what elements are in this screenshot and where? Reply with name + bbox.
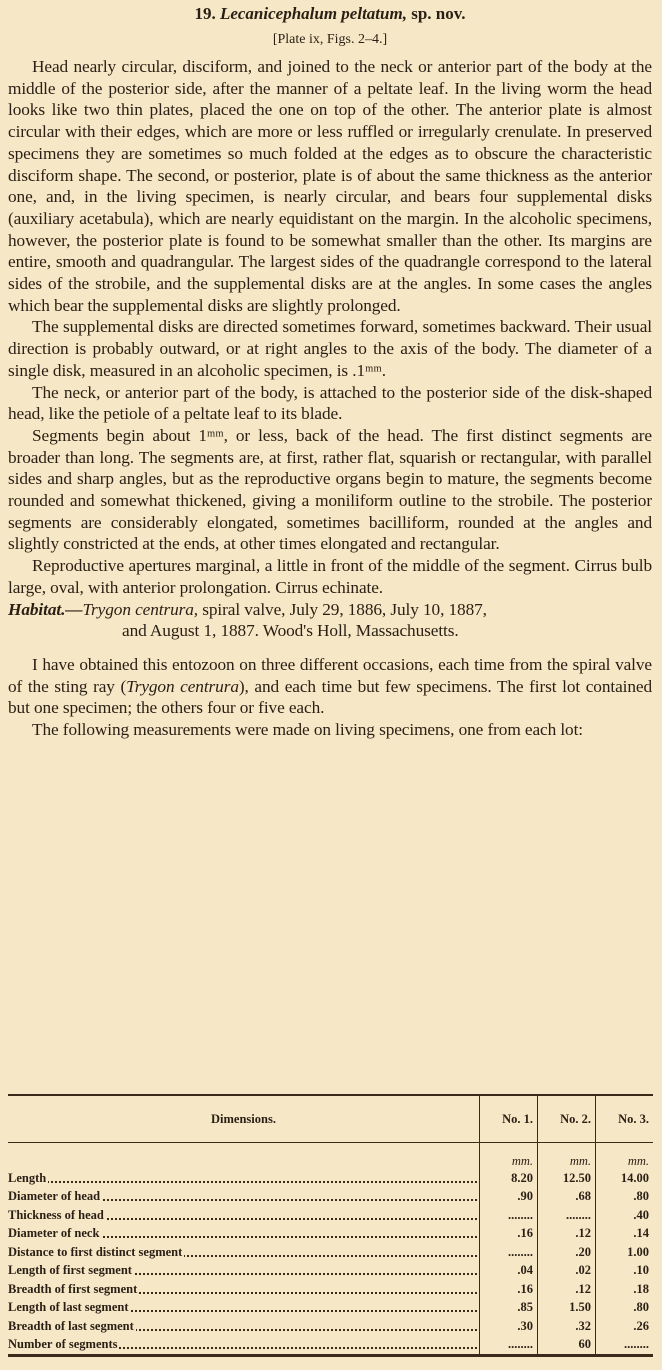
cell-value: .16 bbox=[480, 1225, 538, 1244]
row-label: Length bbox=[8, 1169, 480, 1188]
cell-value: ........ bbox=[538, 1206, 596, 1225]
header-no1: No. 1. bbox=[480, 1095, 538, 1143]
cell-value: .18 bbox=[596, 1280, 654, 1299]
table-row bbox=[8, 1169, 653, 1188]
row-label: Length of first segment bbox=[8, 1262, 480, 1281]
paragraph-reproductive: Reproductive apertures marginal, a little in front of the middle of the segment. Cirrus bulb large, oval, with anterior prolongation. Cirrus echinate. bbox=[8, 556, 652, 597]
cell-value: .12 bbox=[538, 1225, 596, 1244]
row-label: Breadth of first segment bbox=[8, 1280, 480, 1299]
cell-value: .30 bbox=[480, 1317, 538, 1336]
cell-value: 60 bbox=[538, 1336, 596, 1356]
plate-reference: [Plate ix, Figs. 2–4.] bbox=[272, 32, 388, 47]
cell-value: .68 bbox=[538, 1188, 596, 1207]
table-row bbox=[8, 1317, 653, 1336]
header-no2: No. 2. bbox=[538, 1095, 596, 1143]
paragraph-disks: The supplemental disks are directed sometimes forward, sometimes backward. Their usual direction is probably outward, or at right angles to the axis of the body. The diameter of a single disk, measured in an alcoholic specimen, is .1ᵐᵐ. bbox=[8, 317, 652, 380]
cell-value: .20 bbox=[538, 1243, 596, 1262]
cell-value: ........ bbox=[480, 1206, 538, 1225]
cell-value: .90 bbox=[480, 1188, 538, 1207]
cell-value: .14 bbox=[596, 1225, 654, 1244]
table-row bbox=[8, 1336, 653, 1356]
table-row bbox=[8, 1206, 653, 1225]
row-label: Breadth of last segment bbox=[8, 1317, 480, 1336]
table-row bbox=[8, 1225, 653, 1244]
table-row bbox=[8, 1262, 653, 1281]
cell-value: 8.20 bbox=[480, 1169, 538, 1188]
cell-value: .26 bbox=[596, 1317, 654, 1336]
cell-value: 12.50 bbox=[538, 1169, 596, 1188]
cell-value: 14.00 bbox=[596, 1169, 654, 1188]
paragraph-measurements-intro: The following measurements were made on living specimens, one from each lot: bbox=[32, 720, 583, 740]
row-label: Thickness of head bbox=[8, 1206, 480, 1225]
cell-value: ........ bbox=[480, 1336, 538, 1356]
cell-value: ........ bbox=[480, 1243, 538, 1262]
cell-value: .32 bbox=[538, 1317, 596, 1336]
cell-value: .85 bbox=[480, 1299, 538, 1318]
row-label: Number of segments bbox=[8, 1336, 480, 1356]
cell-value: .12 bbox=[538, 1280, 596, 1299]
paragraph-head: Head nearly circular, disciform, and joined to the neck or anterior part of the body at the middle of the posterior side, after the manner of a peltate leaf. In the living worm the head looks like two thin plates, placed the one on top of the other. The anterior plate is almost circular with their edges, which are more or less ruffled or irregularly crenulate. In preserved specimens they are sometimes so much folded at the edges as to obscure the characteristic disciform shape. The second, or posterior, plate is of about the same thickness as the anterior one, and, in the living specimen, is nearly circular, and bears four supplemental disks (auxiliary acetabula), which are nearly equidistant on the margin. In the alcoholic specimens, however, the posterior plate is found to be somewhat smaller than the other. Its margins are entire, smooth and quadrangular. The largest sides of the quadrangle correspond to the lateral sides of the strobile, and the supplemental disks are at the angles. In some cases the angles which bear the supplemental disks are slightly prolonged. bbox=[8, 57, 652, 315]
document-page bbox=[8, 2, 652, 741]
paragraph-neck: The neck, or anterior part of the body, is attached to the posterior side of the disk-shaped head, like the petiole of a peltate leaf to its blade. bbox=[8, 382, 652, 424]
section-heading: 19. Lecanicephalum peltatum, sp. nov. bbox=[194, 4, 466, 23]
table-row bbox=[8, 1188, 653, 1207]
cell-value: .80 bbox=[596, 1188, 654, 1207]
cell-value: 1.50 bbox=[538, 1299, 596, 1318]
row-label: Diameter of neck bbox=[8, 1225, 480, 1244]
units-row: mm. mm. mm. bbox=[8, 1143, 653, 1170]
paragraph-habitat: Habitat.—Trygon centrura, spiral valve, July 29, 1886, July 10, 1887, and August 1, 1887. Wood's Holl, Massachusetts. bbox=[8, 599, 487, 641]
row-label: Distance to first distinct segment bbox=[8, 1243, 480, 1262]
cell-value: 1.00 bbox=[596, 1243, 654, 1262]
cell-value: .80 bbox=[596, 1299, 654, 1318]
cell-value: .10 bbox=[596, 1262, 654, 1281]
row-label: Diameter of head bbox=[8, 1188, 480, 1207]
table-row bbox=[8, 1280, 653, 1299]
table-row bbox=[8, 1299, 653, 1318]
measurements-table bbox=[8, 1094, 653, 1357]
paragraph-segments: Segments begin about 1ᵐᵐ, or less, back of the head. The first distinct segments are broader than long. The segments are, at first, rather flat, squarish or rectangular, with parallel sides and sharp angles, but as the reproductive organs begin to mature, the segments become rounded and somewhat thickened, giving a moniliform outline to the strobile. The posterior segments are considerably elongated, sometimes bacilliform, rounded at the angles and slightly constricted at the ends, at other times elongated and rectangular. bbox=[8, 425, 652, 554]
paragraph-occasions: I have obtained this entozoon on three different occasions, each time from the spiral valve of the sting ray (Trygon centrura), and each time but few specimens. The first lot contained but one specimen; the others four or five each. bbox=[8, 654, 652, 718]
cell-value: .40 bbox=[596, 1206, 654, 1225]
cell-value: .04 bbox=[480, 1262, 538, 1281]
cell-value: ........ bbox=[596, 1336, 654, 1356]
header-dimensions: Dimensions. bbox=[8, 1095, 480, 1143]
cell-value: .02 bbox=[538, 1262, 596, 1281]
cell-value: .16 bbox=[480, 1280, 538, 1299]
row-label: Length of last segment bbox=[8, 1299, 480, 1318]
table-row bbox=[8, 1243, 653, 1262]
header-no3: No. 3. bbox=[596, 1095, 654, 1143]
